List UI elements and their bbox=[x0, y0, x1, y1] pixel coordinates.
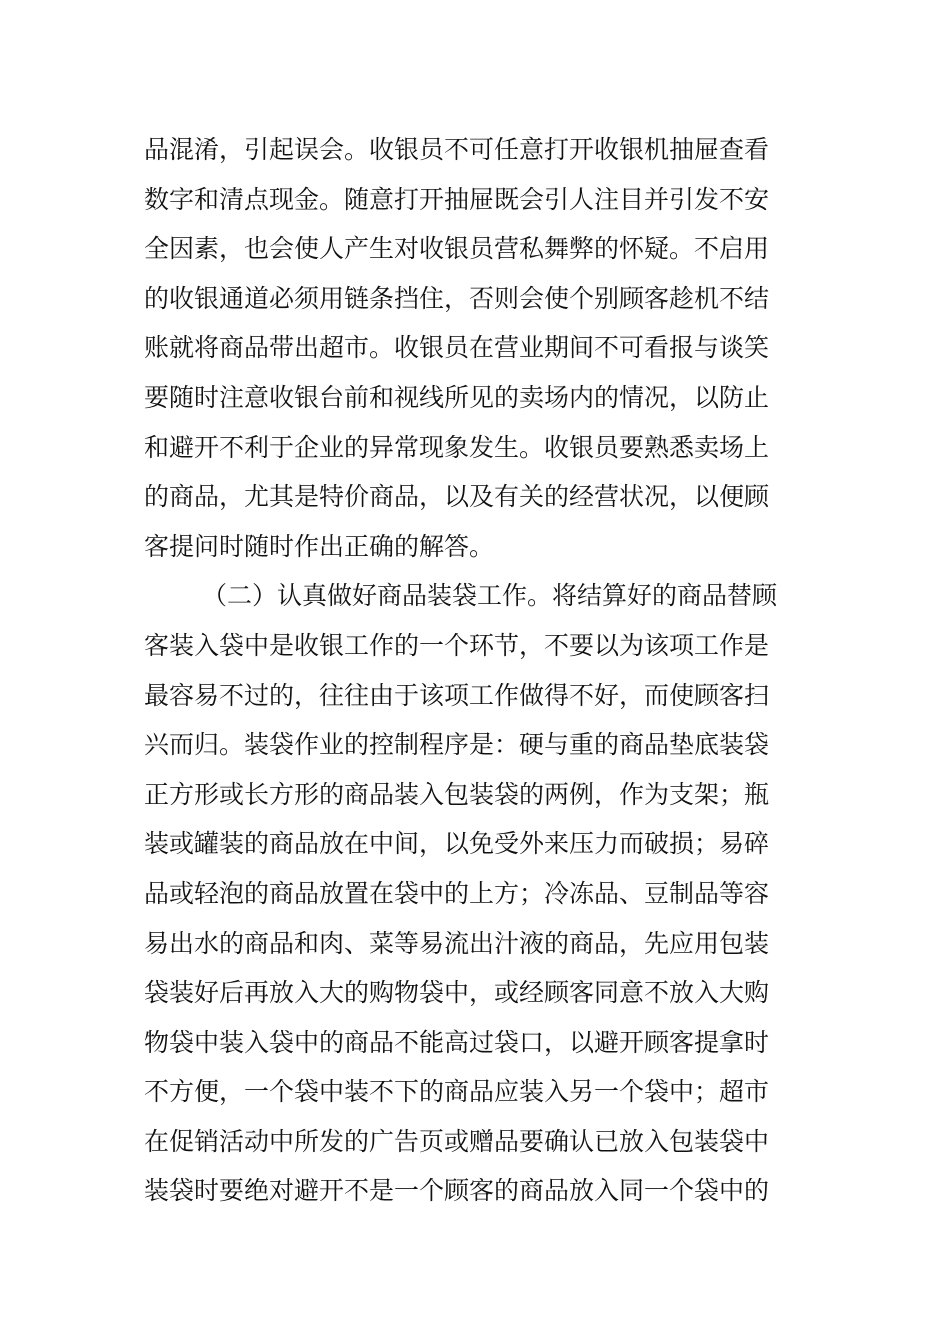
body-text bbox=[144, 125, 808, 1216]
text-line: 客装入袋中是收银工作的一个环节，不要以为该项工作是 bbox=[144, 630, 770, 660]
text-line: 品混淆，引起误会。收银员不可任意打开收银机抽屉查看 bbox=[144, 135, 770, 164]
text-line: 在促销活动中所发的广告页或赠品要确认已放入包装袋中 bbox=[144, 1126, 770, 1156]
text-line: 和避开不利于企业的异常现象发生。收银员要熟悉卖场上 bbox=[144, 432, 770, 462]
text-line: 不方便，一个袋中装不下的商品应装入另一个袋中；超市 bbox=[144, 1077, 770, 1107]
text-line: 的商品，尤其是特价商品，以及有关的经营状况，以便顾 bbox=[144, 482, 770, 512]
text-line: 的收银通道必须用链条挡住，否则会使个别顾客趁机不结 bbox=[144, 283, 770, 313]
text-line: 袋装好后再放入大的购物袋中，或经顾客同意不放入大购 bbox=[144, 978, 770, 1008]
text-line: 物袋中装入袋中的商品不能高过袋口，以避开顾客提拿时 bbox=[144, 1027, 770, 1057]
text-line: 正方形或长方形的商品装入包装袋的两例，作为支架；瓶 bbox=[144, 779, 770, 809]
text-line: 装或罐装的商品放在中间，以免受外来压力而破损；易碎 bbox=[144, 829, 770, 859]
text-line: 品或轻泡的商品放置在袋中的上方；冷冻品、豆制品等容 bbox=[144, 878, 770, 908]
text-line: 账就将商品带出超市。收银员在营业期间不可看报与谈笑 bbox=[144, 333, 770, 363]
text-line: 装袋时要绝对避开不是一个顾客的商品放入同一个袋中的 bbox=[144, 1176, 770, 1206]
text-line: 全因素，也会使人产生对收银员营私舞弊的怀疑。不启用 bbox=[144, 234, 770, 264]
text-line: 数字和清点现金。随意打开抽屉既会引人注目并引发不安 bbox=[144, 184, 770, 214]
text-line: 兴而归。装袋作业的控制程序是：硬与重的商品垫底装袋 bbox=[144, 730, 770, 760]
text-line: 最容易不过的，往往由于该项工作做得不好，而使顾客扫 bbox=[144, 680, 770, 710]
section-heading-line: （二）认真做好商品装袋工作。将结算好的商品替顾 bbox=[202, 581, 778, 611]
text-line: 要随时注意收银台前和视线所见的卖场内的情况，以防止 bbox=[144, 382, 770, 412]
text-line: 易出水的商品和肉、菜等易流出汁液的商品，先应用包装 bbox=[144, 928, 770, 958]
text-line: 客提问时随时作出正确的解答。 bbox=[144, 531, 495, 561]
